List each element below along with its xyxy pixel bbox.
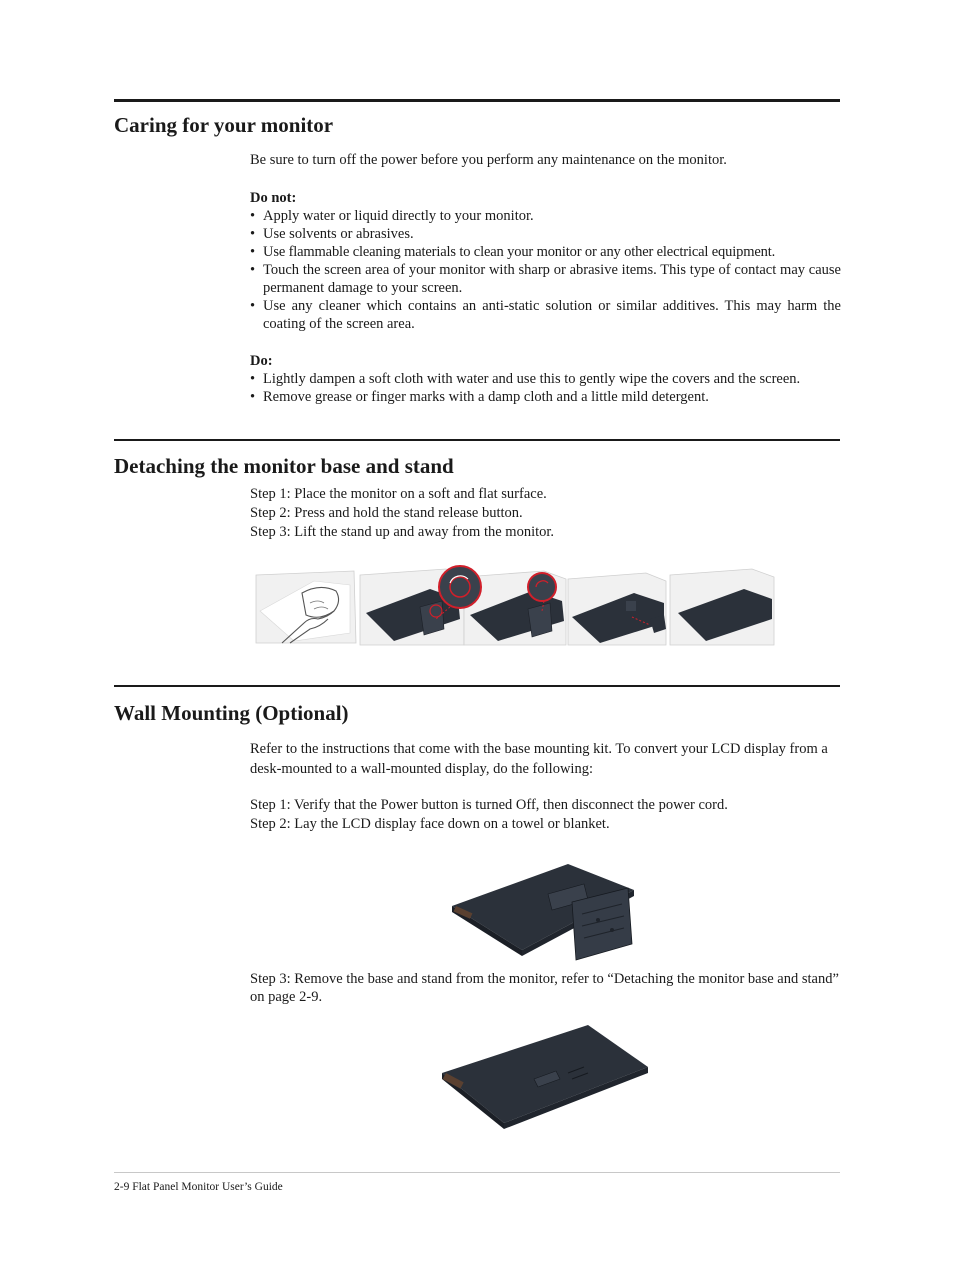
list-item: • Touch the screen area of your monitor with sharp or abrasive items. This type of contact may cause permanent damage to your screen. (250, 261, 841, 297)
wall-step-1: Step 1: Verify that the Power button is turned Off, then disconnect the power cord. (250, 797, 728, 813)
section-title-caring: Caring for your monitor (114, 113, 334, 137)
do-list (250, 370, 841, 406)
section-title-detaching: Detaching the monitor base and stand (114, 454, 454, 478)
detach-illustration-strip (254, 563, 778, 647)
wipe-panel-illustration (256, 571, 356, 643)
page-footer: 2-9 Flat Panel Monitor User’s Guide (114, 1181, 283, 1193)
list-item: • Use solvents or abrasives. (250, 225, 841, 243)
wall-step-3-block (250, 971, 841, 1006)
section-rule (114, 685, 840, 687)
detaching-steps (250, 485, 841, 542)
caring-intro: Be sure to turn off the power before you perform any maintenance on the monitor. (250, 152, 727, 168)
caring-body (250, 151, 841, 406)
do-label: Do: (250, 353, 273, 369)
section-title-wall: Wall Mounting (Optional) (114, 701, 349, 725)
donot-list (250, 207, 841, 333)
detach-step-1: Step 1: Place the monitor on a soft and flat surface. (250, 486, 547, 502)
list-item: • Remove grease or finger marks with a damp cloth and a little mild detergent. (250, 388, 841, 406)
detach-step-3: Step 3: Lift the stand up and away from the monitor. (250, 524, 555, 540)
section-rule (114, 439, 840, 441)
wall-step-3: Step 3: Remove the base and stand from the monitor, refer to “Detaching the monitor base and stand” on page 2-9. (250, 971, 839, 1005)
list-item: • Use any cleaner which contains an anti-static solution or similar additives. This may harm the coating of the screen area. (250, 297, 841, 333)
list-item: • Lightly dampen a soft cloth with water and use this to gently wipe the covers and the screen. (250, 370, 841, 388)
wall-body (250, 739, 841, 834)
detach-step-2: Step 2: Press and hold the stand release button. (250, 505, 523, 521)
donot-label: Do not: (250, 190, 297, 206)
footer-rule (114, 1172, 840, 1173)
list-item: • Apply water or liquid directly to your monitor. (250, 207, 841, 225)
wall-intro: Refer to the instructions that come with the base mounting kit. To convert your LCD display from a desk-mounted to a wall-mounted display, do the following: (250, 741, 828, 777)
section-rule (114, 99, 840, 102)
monitor-with-stand-illustration (448, 860, 640, 968)
monitor-without-stand-illustration (438, 1021, 652, 1131)
wall-step-2: Step 2: Lay the LCD display face down on a towel or blanket. (250, 816, 610, 832)
list-item: • Use flammable cleaning materials to clean your monitor or any other electrical equipment. (250, 243, 841, 261)
